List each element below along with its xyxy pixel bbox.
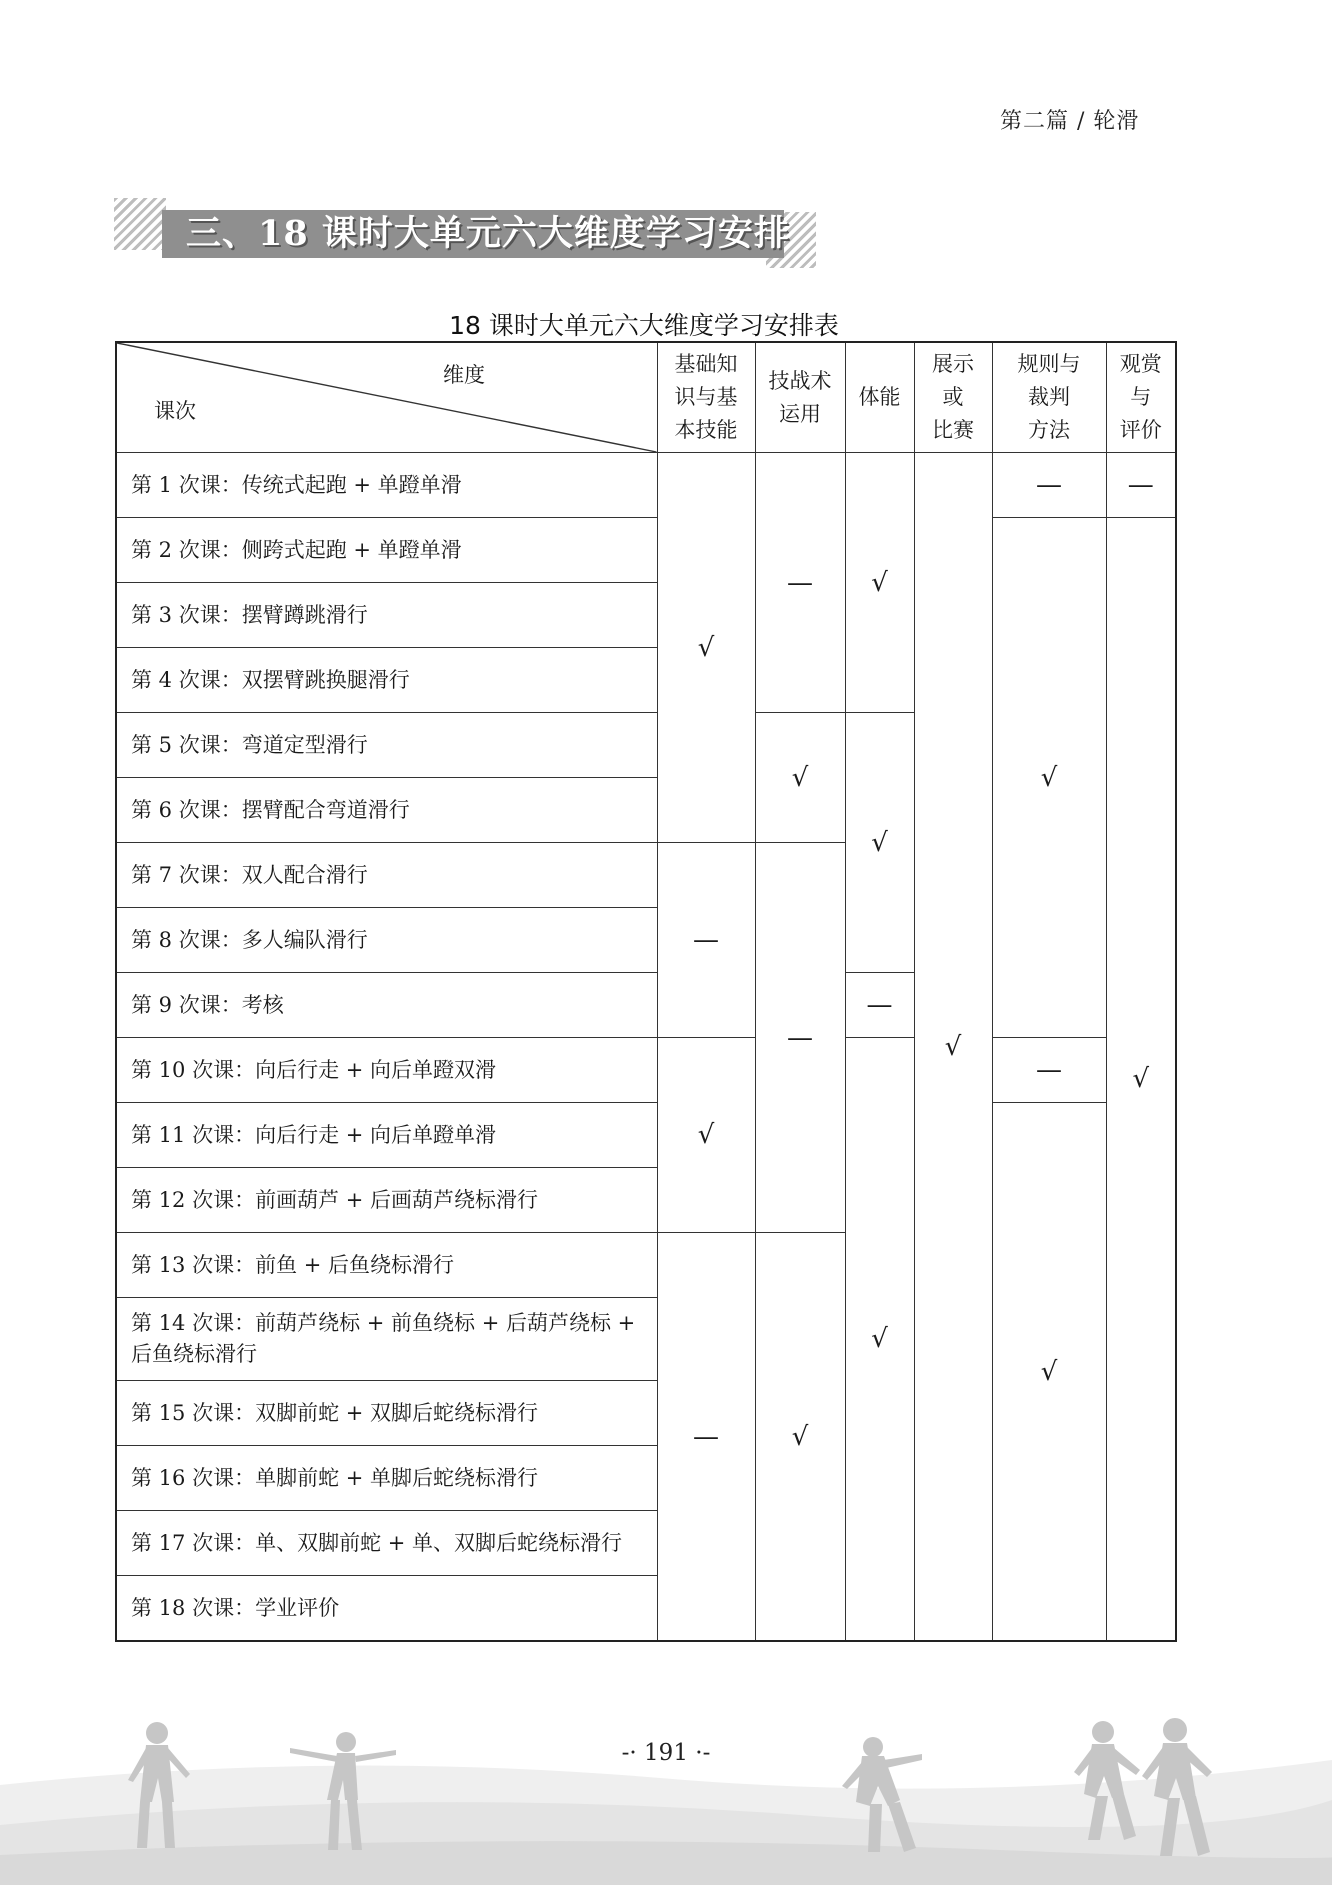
appraise-mark: — <box>1106 453 1176 518</box>
col-header-line: 比赛 <box>932 418 974 442</box>
rules-mark: √ <box>992 1103 1106 1642</box>
tactics-mark: √ <box>755 713 845 843</box>
table-row <box>116 1103 1176 1168</box>
page-number: -· 191 ·- <box>621 1740 711 1766</box>
lesson-cell: 第 17 次课：单、双脚前蛇 + 单、双脚后蛇绕标滑行 <box>116 1511 657 1576</box>
lesson-cell: 第 18 次课：学业评价 <box>116 1576 657 1642</box>
fitness-mark: √ <box>845 1038 914 1642</box>
col-header-line: 评价 <box>1119 418 1162 442</box>
lesson-cell: 第 1 次课：传统式起跑 + 单蹬单滑 <box>116 453 657 518</box>
lesson-cell: 第 11 次课：向后行走 + 向后单蹬单滑 <box>116 1103 657 1168</box>
tactics-mark: — <box>755 453 845 713</box>
col-header-line: 规则与 <box>1017 352 1081 376</box>
rules-mark: √ <box>992 518 1106 1038</box>
fitness-mark: √ <box>845 453 914 713</box>
basic-mark: — <box>657 843 755 1038</box>
table-row <box>116 453 1176 518</box>
lesson-cell: 第 13 次课：前鱼 + 后鱼绕标滑行 <box>116 1233 657 1298</box>
col-header-fitness <box>845 342 914 453</box>
header-row <box>116 342 1176 453</box>
tactics-mark: — <box>755 843 845 1233</box>
corner-label-dimension: 维度 <box>443 363 485 387</box>
col-header-appraise <box>1106 342 1176 453</box>
col-header-line: 本技能 <box>674 418 738 442</box>
col-header-line: 基础知 <box>674 352 738 376</box>
lesson-cell: 第 12 次课：前画葫芦 + 后画葫芦绕标滑行 <box>116 1168 657 1233</box>
col-header-rules <box>992 342 1106 453</box>
col-header-line: 方法 <box>1028 418 1070 442</box>
lesson-cell: 第 15 次课：双脚前蛇 + 双脚后蛇绕标滑行 <box>116 1381 657 1446</box>
lesson-cell: 第 4 次课：双摆臂跳换腿滑行 <box>116 648 657 713</box>
col-header-line: 裁判 <box>1028 385 1070 409</box>
lesson-cell: 第 10 次课：向后行走 + 向后单蹬双滑 <box>116 1038 657 1103</box>
diagonal-line <box>117 343 657 452</box>
show-mark: √ <box>914 453 992 1642</box>
corner-header <box>116 342 657 453</box>
col-header-line: 或 <box>942 385 964 409</box>
table-caption: 18 课时大单元六大维度学习安排表 <box>449 311 839 340</box>
col-header-line: 体能 <box>858 385 901 409</box>
lesson-cell: 第 7 次课：双人配合滑行 <box>116 843 657 908</box>
col-header-tactics <box>755 342 845 453</box>
basic-mark: — <box>657 1233 755 1642</box>
banner-stripes-left <box>114 198 166 250</box>
lesson-cell: 第 14 次课：前葫芦绕标 + 前鱼绕标 + 后葫芦绕标 + 后鱼绕标滑行 <box>116 1298 657 1381</box>
skater-watermark <box>0 1690 1332 1885</box>
tactics-mark: √ <box>755 1233 845 1642</box>
running-header: 第二篇 / 轮滑 <box>1000 109 1140 134</box>
lesson-cell: 第 5 次课：弯道定型滑行 <box>116 713 657 778</box>
table-row <box>116 1038 1176 1103</box>
corner-label-lesson: 课次 <box>154 399 196 423</box>
table-row <box>116 518 1176 583</box>
fitness-mark: √ <box>845 713 914 973</box>
rules-mark: — <box>992 453 1106 518</box>
lesson-cell: 第 2 次课：侧跨式起跑 + 单蹬单滑 <box>116 518 657 583</box>
basic-mark: √ <box>657 1038 755 1233</box>
section-banner <box>114 198 814 278</box>
col-header-line: 观赏 <box>1119 352 1162 376</box>
lesson-cell: 第 3 次课：摆臂蹲跳滑行 <box>116 583 657 648</box>
section-title: 三、18 课时大单元六大维度学习安排 <box>186 213 790 254</box>
fitness-mark: — <box>845 973 914 1038</box>
hills <box>0 1760 1332 1885</box>
lesson-cell: 第 9 次课：考核 <box>116 973 657 1038</box>
col-header-basic <box>657 342 755 453</box>
rules-mark: — <box>992 1038 1106 1103</box>
col-header-line: 与 <box>1130 385 1152 409</box>
lesson-cell: 第 8 次课：多人编队滑行 <box>116 908 657 973</box>
schedule-table <box>115 341 1177 1642</box>
col-header-line: 展示 <box>932 352 974 376</box>
basic-mark: √ <box>657 453 755 843</box>
lesson-cell: 第 16 次课：单脚前蛇 + 单脚后蛇绕标滑行 <box>116 1446 657 1511</box>
col-header-show <box>914 342 992 453</box>
col-header-line: 技战术 <box>768 368 832 393</box>
appraise-mark: √ <box>1106 518 1176 1642</box>
col-header-line: 运用 <box>779 401 821 426</box>
lesson-cell: 第 6 次课：摆臂配合弯道滑行 <box>116 778 657 843</box>
col-header-line: 识与基 <box>674 385 738 409</box>
